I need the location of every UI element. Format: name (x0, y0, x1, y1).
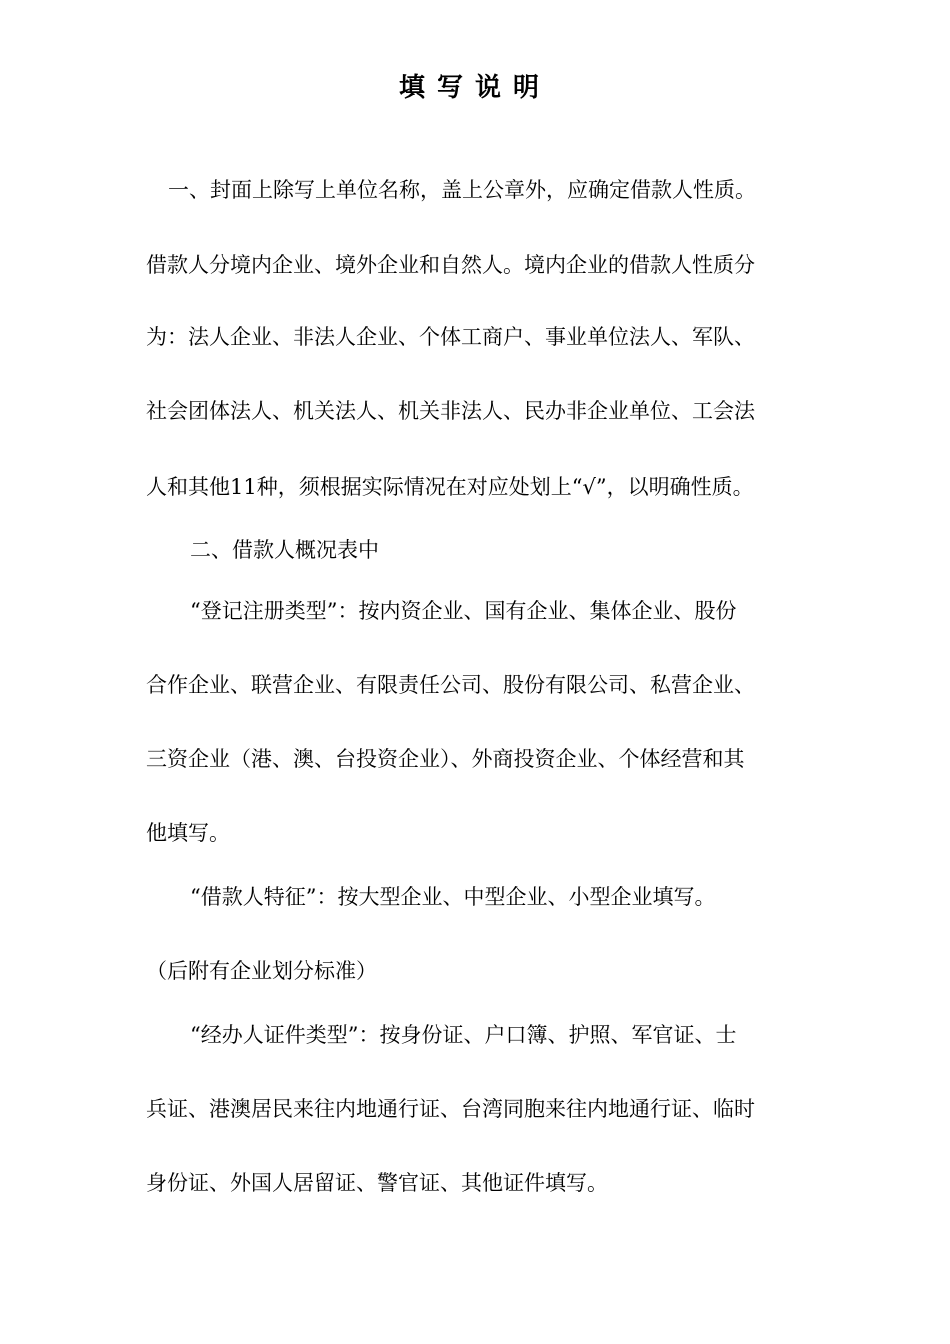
id-type-line-1: “经办人证件类型”：按身份证、户口簿、护照、军官证、士 (190, 1023, 737, 1047)
page-title: 填写说明 (398, 73, 551, 103)
id-type-line-2: 兵证、港澳居民来往内地通行证、台湾同胞来往内地通行证、临时 (146, 1097, 755, 1121)
borrower-feature-line-1: “借款人特征”：按大型企业、中型企业、小型企业填写。 (190, 885, 716, 909)
borrower-feature-note: （后附有企业划分标准） (146, 959, 377, 983)
section-2-heading: 二、借款人概况表中 (190, 538, 379, 562)
paragraph-1-line-3: 为：法人企业、非法人企业、个体工商户、事业单位法人、军队、 (146, 325, 755, 349)
registration-type-line-3: 三资企业（港、澳、台投资企业）、外商投资企业、个体经营和其 (146, 747, 745, 771)
paragraph-1-line-5: 人和其他11种，须根据实际情况在对应处划上“√”，以明确性质。 (146, 475, 754, 499)
paragraph-1-line-4: 社会团体法人、机关法人、机关非法人、民办非企业单位、工会法 (146, 399, 755, 423)
registration-type-line-2: 合作企业、联营企业、有限责任公司、股份有限公司、私营企业、 (146, 673, 755, 697)
paragraph-1-line-1: 一、封面上除写上单位名称，盖上公章外，应确定借款人性质。 (168, 178, 756, 202)
registration-type-line-4: 他填写。 (146, 821, 230, 845)
paragraph-1-line-2: 借款人分境内企业、境外企业和自然人。境内企业的借款人性质分 (146, 253, 755, 277)
registration-type-line-1: “登记注册类型”：按内资企业、国有企业、集体企业、股份 (190, 599, 737, 623)
id-type-line-3: 身份证、外国人居留证、警官证、其他证件填写。 (146, 1171, 608, 1195)
